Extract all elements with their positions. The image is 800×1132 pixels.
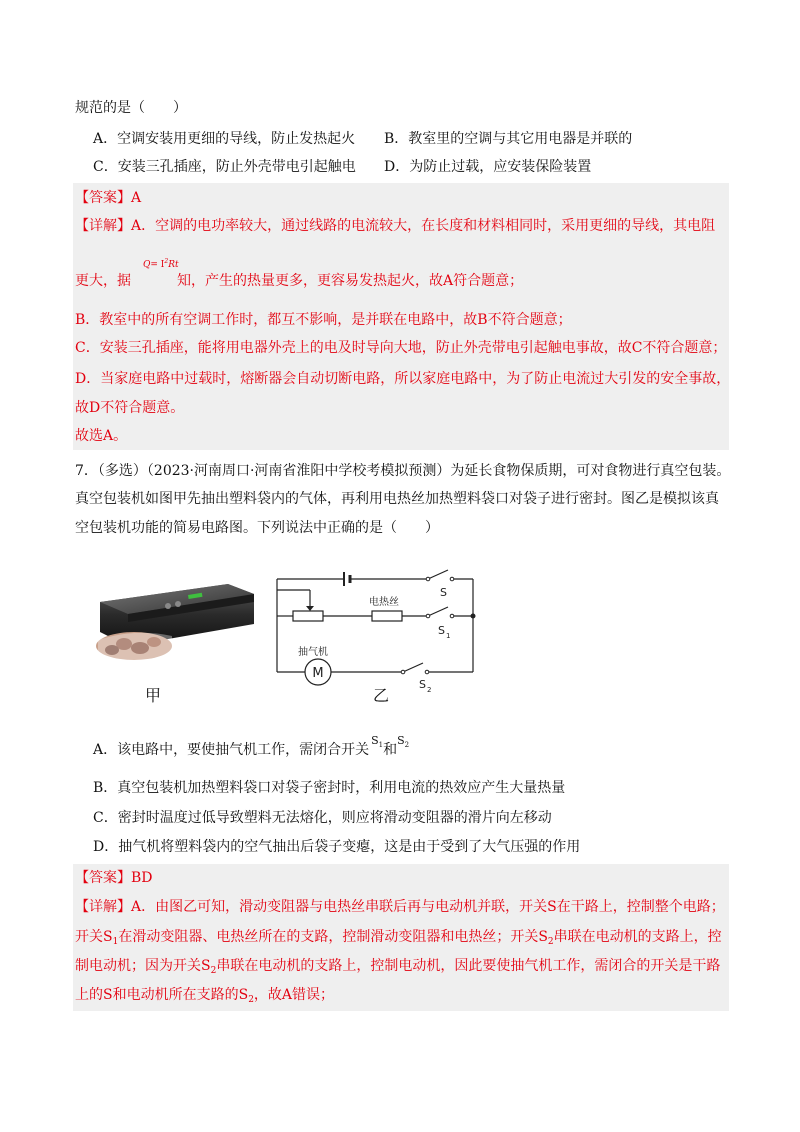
circuit-diagram bbox=[268, 550, 488, 700]
answer-7-detail-line: 上的S和电动机所在支路的$S_2$，故A错误； bbox=[75, 987, 335, 1005]
vacuum-sealer-image bbox=[88, 562, 260, 682]
motor-symbol: M bbox=[312, 666, 324, 681]
q6-option-a: A．空调安装用更细的导线，防止发热起火 bbox=[93, 131, 356, 147]
q7-stem-line: 空包装机功能的简易电路图。下列说法中正确的是（ ） bbox=[75, 520, 439, 536]
switch-s-label: S bbox=[440, 586, 447, 599]
answer-6-detail-line: 故D不符合题意。 bbox=[75, 400, 185, 416]
q7-stem-line: 真空包装机如图甲先抽出塑料袋内的气体，再利用电热丝加热塑料袋口对袋子进行密封。图乙是模拟该真 bbox=[75, 491, 719, 507]
air-pump-label: 抽气机 bbox=[298, 647, 328, 658]
joule-law-formula: $Q= I^2Rt$ bbox=[143, 258, 179, 270]
q7-option-c: C．密封时温度过低导致塑料无法熔化，则应将滑动变阻器的滑片向左移动 bbox=[93, 810, 552, 826]
answer-6-detail-line: B．教室中的所有空调工作时，都互不影响，是并联在电路中，故B不符合题意； bbox=[75, 312, 572, 328]
answer-6-conclusion: 故选A。 bbox=[75, 428, 128, 444]
figure-jia-label: 甲 bbox=[145, 686, 162, 705]
answer-6-detail-line: 【详解】A．空调的电功率较大，通过线路的电流较大，在长度和材料相同时，采用更细的导线，其电阻 bbox=[75, 218, 716, 234]
switch-s1-label: S bbox=[438, 624, 445, 637]
answer-6-detail-line: C．安装三孔插座，能将用电器外壳上的电及时导向大地，防止外壳带电引起触电事故，故C不符合题意； bbox=[75, 340, 727, 356]
answer-7-detail-line: 开关$S_1$在滑动变阻器、电热丝所在的支路，控制滑动变阻器和电热丝；开关$S_2$串联在电动机的支路上，控 bbox=[75, 929, 722, 947]
q6-option-d: D．为防止过载，应安装保险装置 bbox=[384, 159, 592, 175]
q6-option-c: C．安装三孔插座，防止外壳带电引起触电 bbox=[93, 159, 356, 175]
switch-s1-subscript: 1 bbox=[446, 632, 451, 640]
answer-7-detail-line: 【详解】A．由图乙可知，滑动变阻器与电热丝串联后再与电动机并联，开关S在干路上，控制整个电路； bbox=[75, 899, 725, 915]
switch-s2-subscript: 2 bbox=[427, 686, 432, 694]
q6-option-b: B．教室里的空调与其它用电器是并联的 bbox=[384, 131, 633, 147]
figure-yi-label: 乙 bbox=[373, 686, 390, 705]
answer-7-detail-line: 制电动机；因为开关$S_2$串联在电动机的支路上，控制电动机，因此要使抽气机工作，需闭合的开关是干路 bbox=[75, 958, 721, 976]
q7-option-b: B．真空包装机加热塑料袋口对袋子密封时，利用电流的热效应产生大量热量 bbox=[93, 780, 566, 796]
answer-6-detail-line: 更大，据 bbox=[75, 273, 131, 289]
answer-6-label: 【答案】A bbox=[75, 190, 142, 206]
q7-option-a: A．该电路中，要使抽气机工作，需闭合开关$^{S_1}$和$^{S_2}$ bbox=[93, 734, 410, 758]
q7-stem-line: 7．（多选）（2023·河南周口·河南省淮阳中学校考模拟预测）为延长食物保质期，可对食物进行真空包装。 bbox=[75, 463, 731, 479]
q6-stem: 规范的是（ ） bbox=[75, 100, 187, 116]
switch-s2-label: S bbox=[419, 678, 426, 691]
answer-7-label: 【答案】BD bbox=[75, 870, 153, 886]
heating-wire-label: 电热丝 bbox=[369, 597, 399, 608]
answer-6-detail-line: 知，产生的热量更多，更容易发热起火，故A符合题意； bbox=[177, 273, 524, 289]
q7-option-d: D．抽气机将塑料袋内的空气抽出后袋子变瘪，这是由于受到了大气压强的作用 bbox=[93, 839, 581, 855]
answer-6-detail-line: D．当家庭电路中过载时，熔断器会自动切断电路，所以家庭电路中，为了防止电流过大引发的安全事故， bbox=[75, 371, 731, 387]
